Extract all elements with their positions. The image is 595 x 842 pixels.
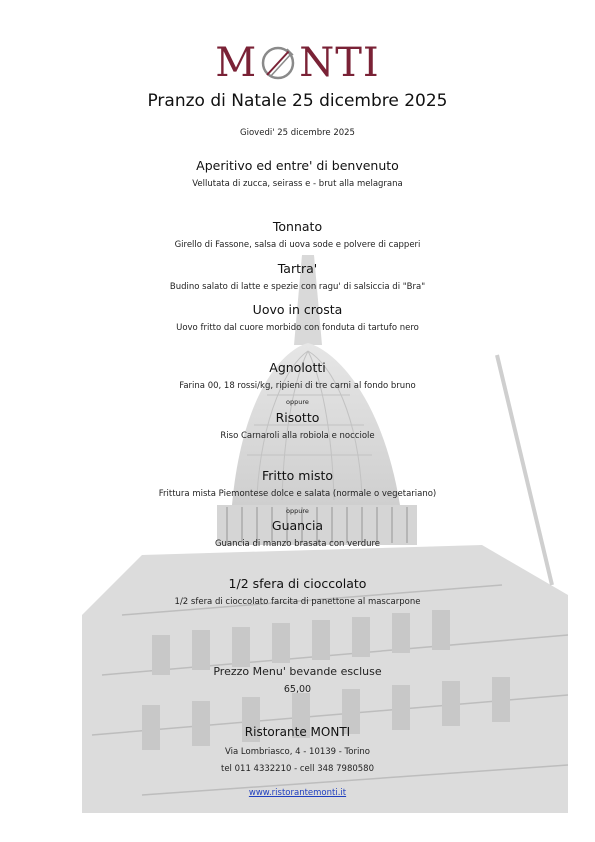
menu-date: Giovedi' 25 dicembre 2025 (240, 128, 355, 138)
course-item (0, 410, 595, 442)
course-description: Guancia di manzo brasata con verdure (214, 539, 381, 549)
course-description: 1/2 sfera di cioccolato farcita di panettone al mascarpone (174, 597, 421, 607)
restaurant-phones: tel 011 4332210 - cell 348 7980580 (221, 764, 374, 774)
course-description: Girello di Fassone, salsa di uova sode e polvere di capperi (174, 240, 421, 250)
website-link[interactable]: www.ristorantemonti.it (248, 788, 347, 798)
price-value: 65,00 (283, 684, 312, 695)
logo-text-right: NTI (299, 40, 380, 86)
course-name: Tonnato (272, 219, 323, 234)
course-name: Risotto (275, 410, 320, 425)
plate-fork-knife-icon (258, 43, 298, 83)
course-item (0, 468, 595, 500)
course-item (0, 219, 595, 251)
page-title: Pranzo di Natale 25 dicembre 2025 (147, 91, 448, 111)
course-description: Budino salato di latte e spezie con ragu' di salsiccia di "Bra" (169, 282, 426, 292)
course-name: Agnolotti (269, 360, 326, 375)
alternative-label: oppure (286, 398, 309, 406)
course-name: 1/2 sfera di cioccolato (228, 576, 367, 591)
course-item (0, 158, 595, 190)
course-description: Frittura mista Piemontese dolce e salata (normale o vegetariano) (158, 489, 437, 499)
course-item (0, 518, 595, 550)
alternative-label: oppure (286, 507, 309, 515)
restaurant-name: Ristorante MONTI (244, 725, 351, 739)
course-item (0, 360, 595, 392)
course-description: Vellutata di zucca, seirass e - brut alla melagrana (192, 179, 403, 189)
restaurant-logo (0, 38, 595, 88)
course-name: Aperitivo ed entre' di benvenuto (196, 158, 399, 173)
course-description: Riso Carnaroli alla robiola e nocciole (220, 431, 375, 441)
course-item (0, 302, 595, 334)
course-description: Farina 00, 18 rossi/kg, ripieni di tre carni al fondo bruno (179, 381, 416, 391)
restaurant-address: Via Lombriasco, 4 - 10139 - Torino (225, 747, 370, 757)
course-item (0, 576, 595, 608)
price-label: Prezzo Menu' bevande escluse (213, 665, 382, 678)
course-name: Tartra' (277, 261, 318, 276)
course-name: Uovo in crosta (252, 302, 343, 317)
course-description: Uovo fritto dal cuore morbido con fonduta di tartufo nero (176, 323, 419, 333)
logo-text-left: M (215, 40, 258, 86)
course-name: Guancia (271, 518, 324, 533)
course-name: Fritto misto (261, 468, 334, 483)
course-item (0, 261, 595, 293)
